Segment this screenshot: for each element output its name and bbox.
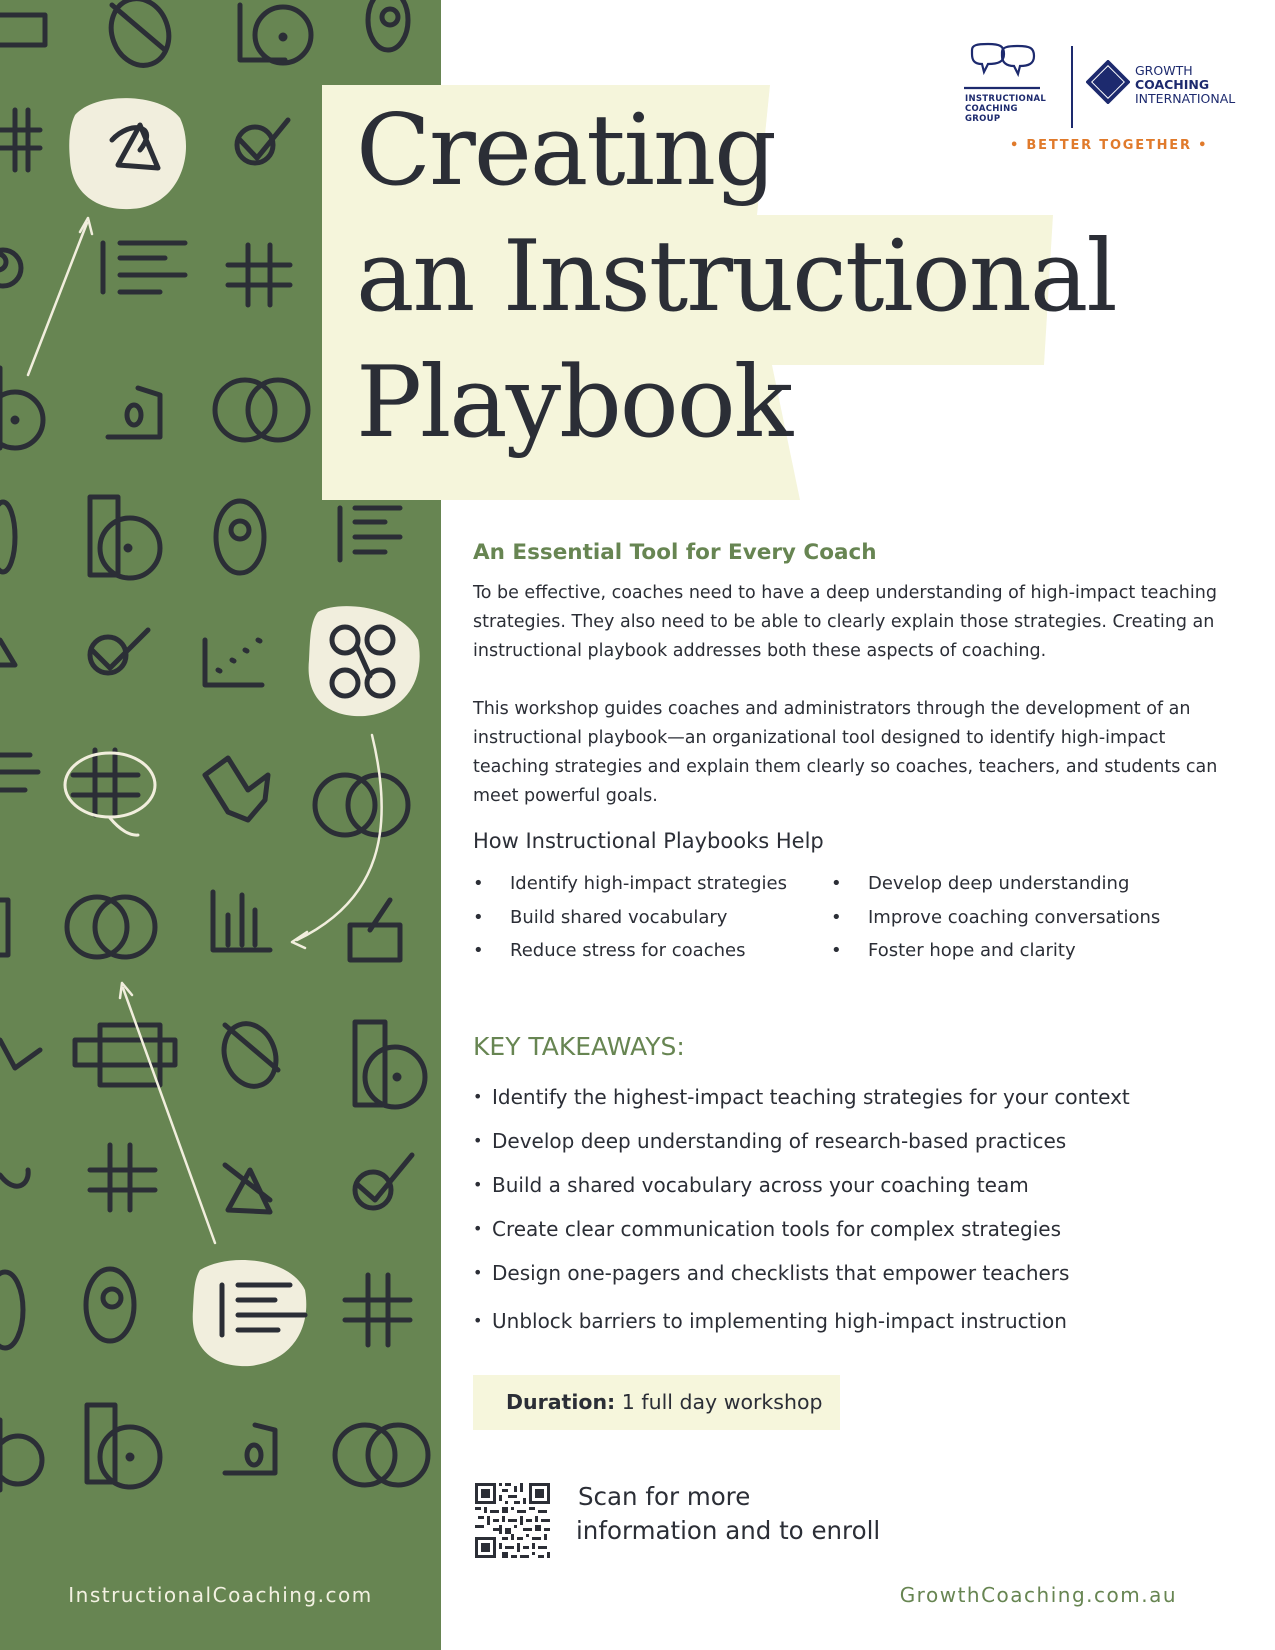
spiral-icon xyxy=(0,250,21,286)
circle-dot-icon xyxy=(0,368,43,448)
list-item: • Build shared vocabulary xyxy=(473,901,787,935)
lines-list-icon xyxy=(103,243,185,292)
triangle-icon xyxy=(0,640,15,665)
arrow-icon xyxy=(120,983,215,1243)
qr-code-icon[interactable] xyxy=(475,1483,550,1558)
spiral-icon xyxy=(86,1269,134,1341)
circle-dot-icon xyxy=(90,497,160,578)
intro-paragraph-1: To be effective, coaches need to have a deep understanding of high-impact teaching strategies. They also need to be able to clearly explain those strategies. Creating an instructional playbook addresses both these aspects of coaching. xyxy=(473,583,1217,661)
hash-icon xyxy=(65,750,155,835)
list-item: • Unblock barriers to implementing high-impact instruction xyxy=(473,1306,1130,1350)
help-column-1 xyxy=(473,867,787,968)
checkmark-icon xyxy=(0,1040,40,1068)
box-drop-icon xyxy=(0,900,8,955)
rect-overlap-icon xyxy=(75,1025,175,1085)
heart-icon xyxy=(205,758,268,820)
arrow-icon xyxy=(292,735,382,948)
circle-pair-icon xyxy=(67,897,155,957)
spiral-icon xyxy=(368,0,408,50)
icg-logo-text: INSTRUCTIONAL COACHING GROUP xyxy=(965,94,1047,124)
duration-value: 1 full day workshop xyxy=(621,1390,823,1414)
box-drop-icon xyxy=(350,900,400,960)
logo-divider xyxy=(1071,46,1073,128)
circle-pair-icon xyxy=(215,380,308,440)
intro-subhead: An Essential Tool for Every Coach xyxy=(473,540,877,565)
partner-logo xyxy=(960,42,1240,162)
scan-cta xyxy=(578,1480,880,1548)
arrow-icon xyxy=(28,218,92,375)
intro-paragraph-2: This workshop guides coaches and administrators through the development of an instructional playbook—an organizational tool designed to identify high-impact teaching strategies and explain them clearly so coaches, teachers, and students can meet powerful goals. xyxy=(473,699,1218,806)
help-column-2 xyxy=(831,867,1160,968)
list-item: • Develop deep understanding xyxy=(831,867,1160,901)
list-item: • Improve coaching conversations xyxy=(831,901,1160,935)
title-line-2: an Instructional xyxy=(356,220,1116,334)
scatter-chart-icon xyxy=(205,640,262,685)
hash-icon xyxy=(0,110,40,170)
duration-label: Duration: xyxy=(506,1390,616,1414)
duration-box xyxy=(473,1375,840,1430)
box-drop-icon xyxy=(108,388,160,437)
circle-pair-icon xyxy=(102,0,178,74)
circle-pair-icon xyxy=(335,1425,428,1485)
circle-dot-icon xyxy=(355,1022,425,1107)
list-item: • Identify the highest-impact teaching strategies for your context xyxy=(473,1082,1130,1126)
highlight-blob xyxy=(69,98,186,209)
footer-url-left[interactable]: InstructionalCoaching.com xyxy=(68,1583,373,1607)
scan-line-2: information and to enroll xyxy=(576,1516,881,1545)
speech-bubbles-icon xyxy=(962,42,1072,94)
logo-tagline: • BETTER TOGETHER • xyxy=(1010,138,1209,153)
chart-bars-icon xyxy=(213,892,270,950)
gci-diamond-icon xyxy=(1086,60,1130,104)
list-item: • Develop deep understanding of research-based practices xyxy=(473,1126,1130,1170)
lines-list-icon xyxy=(0,15,45,45)
intro-section xyxy=(473,540,1233,967)
hash-icon xyxy=(228,245,290,305)
hash-icon xyxy=(90,1145,155,1210)
title-line-3: Playbook xyxy=(356,346,792,460)
checkmark-icon xyxy=(355,1155,412,1208)
spiral-icon xyxy=(216,501,264,573)
list-item: • Design one-pagers and checklists that empower teachers xyxy=(473,1258,1130,1302)
triangle-icon xyxy=(225,1165,270,1212)
list-item: • Create clear communication tools for complex strategies xyxy=(473,1214,1130,1258)
box-drop-icon xyxy=(225,1425,275,1473)
list-item: • Foster hope and clarity xyxy=(831,934,1160,968)
key-takeaways-heading: KEY TAKEAWAYS: xyxy=(473,1032,685,1061)
circle-pair-icon xyxy=(0,1272,23,1348)
title-line-1: Creating xyxy=(356,94,775,208)
heart-icon xyxy=(0,1170,28,1186)
footer-url-right[interactable]: GrowthCoaching.com.au xyxy=(899,1583,1177,1607)
circle-dot-icon xyxy=(240,5,311,63)
scan-line-1: Scan for more xyxy=(578,1482,751,1511)
circle-pair-icon xyxy=(315,775,408,835)
lines-list-icon xyxy=(340,508,400,560)
gci-logo-text: GROWTH COACHING INTERNATIONAL xyxy=(1135,63,1236,106)
circle-pair-icon xyxy=(0,502,15,572)
checkmark-icon xyxy=(90,630,148,673)
help-heading: How Instructional Playbooks Help xyxy=(473,829,824,853)
circle-dot-icon xyxy=(87,1405,160,1487)
list-item: • Reduce stress for coaches xyxy=(473,934,787,968)
circle-pair-icon xyxy=(216,1016,285,1093)
hash-icon xyxy=(345,1275,410,1345)
list-item: • Identify high-impact strategies xyxy=(473,867,787,901)
list-item: • Build a shared vocabulary across your coaching team xyxy=(473,1170,1130,1214)
help-list xyxy=(473,867,1233,967)
checkmark-icon xyxy=(237,120,288,163)
circle-dot-icon xyxy=(0,1420,42,1490)
key-takeaways-list xyxy=(473,1082,1130,1350)
lines-list-icon xyxy=(0,755,38,790)
